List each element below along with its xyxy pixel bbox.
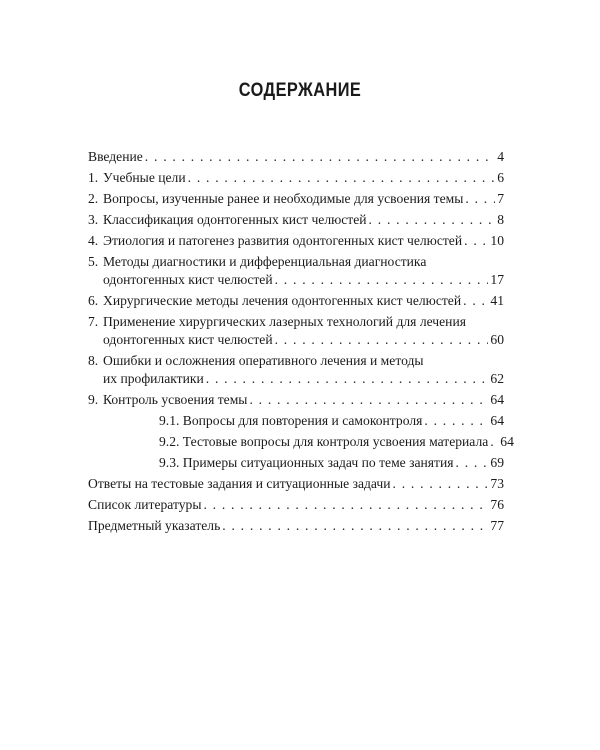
toc-entry[interactable] — [88, 253, 504, 289]
toc-entry-title: Предметный указатель — [88, 518, 221, 533]
toc-entry-page-number: 64 — [500, 434, 514, 449]
dot-leader — [275, 271, 489, 289]
dot-leader — [369, 211, 496, 229]
toc-entry-page-number: 64 — [490, 413, 504, 428]
toc-entry-page-number: 17 — [490, 272, 504, 287]
toc-entry[interactable] — [88, 232, 504, 250]
toc-entry-title: одонтогенных кист челюстей — [103, 332, 273, 347]
dot-leader — [222, 517, 488, 535]
toc-entry-page-number: 60 — [490, 332, 504, 347]
dot-leader — [188, 169, 496, 187]
toc-entry-number: 1. — [88, 170, 99, 185]
toc-entry-title: Введение — [88, 149, 143, 164]
toc-entry-page-number: 8 — [497, 212, 504, 227]
toc-entry[interactable] — [88, 169, 504, 187]
toc-entry-page-number: 64 — [490, 392, 504, 407]
toc-entry-page-number: 69 — [490, 455, 504, 470]
toc-entry[interactable] — [88, 391, 504, 409]
toc-entry-page-number: 73 — [490, 476, 504, 491]
dot-leader — [393, 475, 489, 493]
dot-leader — [424, 412, 488, 430]
toc-entry-title: Контроль усвоения темы — [103, 392, 248, 407]
toc-entry-title: Список литературы — [88, 497, 202, 512]
toc-entry-page-number: 10 — [490, 233, 504, 248]
toc-entry-page-number: 6 — [497, 170, 504, 185]
toc-entry-number: 3. — [88, 212, 99, 227]
toc-entry[interactable] — [88, 292, 504, 310]
dot-leader — [464, 232, 488, 250]
toc-entry[interactable] — [88, 211, 504, 229]
toc-entry-title: Учебные цели — [103, 170, 186, 185]
toc-entry[interactable] — [88, 313, 504, 349]
toc-entry-number: 7. — [88, 314, 99, 329]
dot-leader — [275, 331, 489, 349]
toc-entry-title-line: Ошибки и осложнения оперативного лечения и методы — [103, 353, 424, 368]
toc-entry-page-number: 7 — [497, 191, 504, 206]
dot-leader — [465, 190, 495, 208]
toc-entry[interactable] — [88, 412, 504, 430]
toc-entry-title: их профилактики — [103, 371, 204, 386]
toc-entry-title-line: Методы диагностики и дифференциальная диагностика — [103, 254, 427, 269]
dot-leader — [463, 292, 488, 310]
dot-leader — [203, 496, 488, 514]
dot-leader — [145, 148, 495, 166]
toc-entry-title: 9.3. Примеры ситуационных задач по теме занятия — [159, 455, 454, 470]
toc-entry-title-line: Применение хирургических лазерных технологий для лечения — [103, 314, 466, 329]
toc-entry-page-number: 62 — [490, 371, 504, 386]
dot-leader — [249, 391, 488, 409]
toc-entry-title: 9.2. Тестовые вопросы для контроля усвоения материала — [159, 434, 489, 449]
toc-entry[interactable] — [88, 475, 504, 493]
toc-entry[interactable] — [88, 517, 504, 535]
dot-leader — [456, 454, 489, 472]
toc-entry-title: Вопросы, изученные ранее и необходимые для усвоения темы — [103, 191, 464, 206]
toc-entry-page-number: 4 — [497, 149, 504, 164]
toc-entry-title: Ответы на тестовые задания и ситуационные задачи — [88, 476, 391, 491]
toc-entry-page-number: 41 — [490, 293, 504, 308]
toc-entry[interactable] — [88, 433, 514, 451]
toc-entry[interactable] — [88, 454, 504, 472]
toc-entry-number: 4. — [88, 233, 99, 248]
toc-entry-number: 2. — [88, 191, 99, 206]
toc-entry-title: Хирургические методы лечения одонтогенных кист челюстей — [103, 293, 462, 308]
dot-leader — [490, 433, 498, 451]
toc-entry-number: 5. — [88, 254, 99, 269]
toc-entry-number: 8. — [88, 353, 99, 368]
toc-entry-title: 9.1. Вопросы для повторения и самоконтроля — [159, 413, 423, 428]
toc-entry[interactable] — [88, 352, 504, 388]
toc-entry[interactable] — [88, 148, 504, 166]
toc-entry-page-number: 77 — [490, 518, 504, 533]
toc-entry-title: Этиология и патогенез развития одонтогенных кист челюстей — [103, 233, 463, 248]
toc-entry[interactable] — [88, 496, 504, 514]
toc-entry-title: одонтогенных кист челюстей — [103, 272, 273, 287]
toc-entry[interactable] — [88, 190, 504, 208]
table-of-contents — [88, 148, 514, 538]
dot-leader — [206, 370, 489, 388]
toc-entry-title: Классификация одонтогенных кист челюстей — [103, 212, 367, 227]
toc-entry-number: 9. — [88, 392, 99, 407]
toc-entry-page-number: 76 — [490, 497, 504, 512]
page-title: СОДЕРЖАНИЕ — [238, 80, 362, 101]
toc-entry-number: 6. — [88, 293, 99, 308]
